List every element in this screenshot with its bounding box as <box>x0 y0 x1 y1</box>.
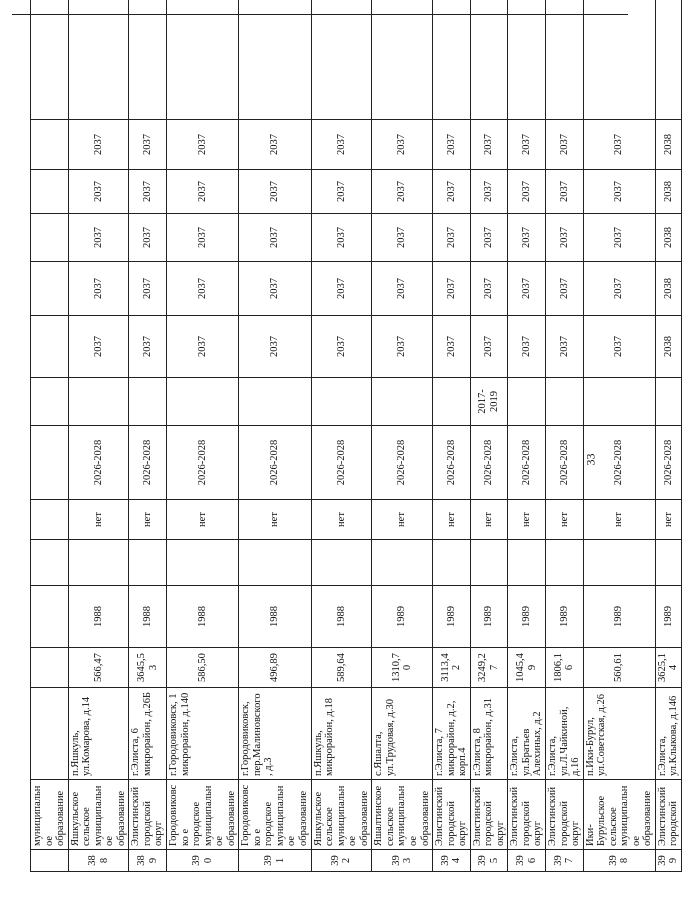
cell-year-3: 2038 <box>655 214 681 262</box>
cell-address: г.Элиста, 6 микрорайон, д.26Б <box>129 688 167 780</box>
cell-period: 2026-2028 <box>470 426 508 500</box>
cell-no: 394 <box>433 850 471 872</box>
cell-address: г.Элиста, ул.Л.Чайкиной, д.16 <box>545 688 583 780</box>
cell-e1 <box>470 540 508 586</box>
cell-area: 586,50 <box>167 648 239 688</box>
cell-year-4: 2038 <box>655 170 681 214</box>
cell-year-1: 2037 <box>372 316 433 378</box>
cell-e2: нет <box>433 500 471 540</box>
cell-year-5: 2037 <box>508 120 546 170</box>
cell-year-4: 2037 <box>583 170 655 214</box>
cell-municipality: Яшкульское сельское муниципальное образование <box>311 780 372 850</box>
cell-area: 1310,7 0 <box>372 648 433 688</box>
cell-municipality: Городовиковско е городское муниципальное образование <box>239 780 311 850</box>
cell-no: 392 <box>311 850 372 872</box>
cell-last <box>68 0 129 120</box>
cell-year-5: 2037 <box>433 120 471 170</box>
cell-year: 1989 <box>372 586 433 648</box>
cell-area: 3645,5 3 <box>129 648 167 688</box>
cell-year-5: 2037 <box>583 120 655 170</box>
cell-address: г.Городовиковск, 1 микрорайон, д.140 <box>167 688 239 780</box>
cell-no: 393 <box>372 850 433 872</box>
cell-period-2 <box>167 378 239 426</box>
cell-address: п.Яшкуль, ул.Комарова, д.14 <box>68 688 129 780</box>
cell-period-2 <box>372 378 433 426</box>
table-row <box>129 0 167 872</box>
table-row <box>239 0 311 872</box>
cell-y2 <box>31 262 69 316</box>
cell-no: 389 <box>129 850 167 872</box>
cell-no: 396 <box>508 850 546 872</box>
cell-last <box>433 0 471 120</box>
cell-year-1: 2037 <box>545 316 583 378</box>
cell-municipality: Элистинский городской округ <box>470 780 508 850</box>
cell-municipality: Элистинский городской округ <box>129 780 167 850</box>
cell-year-5: 2037 <box>68 120 129 170</box>
cell-y4 <box>31 170 69 214</box>
cell-y3 <box>31 214 69 262</box>
cell-year-2: 2037 <box>129 262 167 316</box>
cell-e2: нет <box>239 500 311 540</box>
cell-year-4: 2037 <box>239 170 311 214</box>
table-row <box>470 0 508 872</box>
cell-address: г.Элиста, ул.Братьев Алехиных, д.2 <box>508 688 546 780</box>
cell-year-4: 2037 <box>68 170 129 214</box>
cell-period-2 <box>239 378 311 426</box>
cell-last <box>372 0 433 120</box>
cell-period-2 <box>68 378 129 426</box>
cell-year-4: 2037 <box>311 170 372 214</box>
cell-year-2: 2037 <box>583 262 655 316</box>
table-row <box>433 0 471 872</box>
cell-area: 3625,1 4 <box>655 648 681 688</box>
cell-e1 <box>167 540 239 586</box>
cell-year-4: 2037 <box>545 170 583 214</box>
cell-year-3: 2037 <box>129 214 167 262</box>
cell-year-1: 2037 <box>470 316 508 378</box>
cell-year-2: 2037 <box>68 262 129 316</box>
cell-area: 560,61 <box>583 648 655 688</box>
cell-year-3: 2037 <box>545 214 583 262</box>
cell-year-1: 2037 <box>167 316 239 378</box>
cell-e1 <box>31 540 69 586</box>
cell-year-5: 2037 <box>470 120 508 170</box>
cell-period: 2026-2028 <box>508 426 546 500</box>
cell-year-4: 2037 <box>470 170 508 214</box>
cell-period-2 <box>311 378 372 426</box>
cell-year: 1988 <box>68 586 129 648</box>
table-body <box>31 0 682 872</box>
cell-period: 2026-2028 <box>372 426 433 500</box>
table-row <box>68 0 129 872</box>
cell-address: г.Элиста, ул.Клыкова, д.146 <box>655 688 681 780</box>
cell-e2: нет <box>68 500 129 540</box>
cell-year-1: 2037 <box>583 316 655 378</box>
cell-p2 <box>31 378 69 426</box>
cell-municipality: Элистинский городской <box>655 780 681 850</box>
cell-period-2 <box>508 378 546 426</box>
table-row <box>655 0 681 872</box>
cell-year-1: 2037 <box>311 316 372 378</box>
cell-no: 397 <box>545 850 583 872</box>
cell-year-3: 2037 <box>68 214 129 262</box>
cell-municipality: Городовиковско е городское муниципальное образование <box>167 780 239 850</box>
cell-e2: нет <box>311 500 372 540</box>
cell-no: 391 <box>239 850 311 872</box>
cell-mo-continuation: муниципальное образование <box>31 780 69 850</box>
cell-p1 <box>31 426 69 500</box>
cell-year-1: 2037 <box>433 316 471 378</box>
cell-year: 1989 <box>433 586 471 648</box>
cell-year-1: 2037 <box>68 316 129 378</box>
cell-period-2 <box>655 378 681 426</box>
cell-year-2: 2037 <box>239 262 311 316</box>
cell-year-2: 2037 <box>167 262 239 316</box>
cell-period: 2026-2028 <box>433 426 471 500</box>
table-row <box>311 0 372 872</box>
cell-year-1: 2037 <box>508 316 546 378</box>
cell-year: 1988 <box>239 586 311 648</box>
cell-period: 2026-2028 <box>239 426 311 500</box>
table-row-continuation <box>31 0 69 872</box>
cell-period: 2026-2028 <box>545 426 583 500</box>
cell-last <box>655 0 681 120</box>
cell-area: 1806,1 6 <box>545 648 583 688</box>
cell-period-2: 2017-2019 <box>470 378 508 426</box>
cell-year-4: 2037 <box>129 170 167 214</box>
cell-last <box>167 0 239 120</box>
cell-year-2: 2037 <box>508 262 546 316</box>
cell-year-1: 2037 <box>129 316 167 378</box>
cell-last <box>583 0 655 120</box>
cell-area <box>31 648 69 688</box>
table-row <box>372 0 433 872</box>
cell-year-3: 2037 <box>508 214 546 262</box>
cell-period-2 <box>545 378 583 426</box>
cell-e2: нет <box>470 500 508 540</box>
cell-area: 589,64 <box>311 648 372 688</box>
cell-year: 1989 <box>545 586 583 648</box>
cell-e1 <box>68 540 129 586</box>
cell-address: г.Городовиковск, пер.Малиновского, д.3 <box>239 688 311 780</box>
table-row <box>167 0 239 872</box>
cell-year-2: 2037 <box>470 262 508 316</box>
cell-no <box>31 850 69 872</box>
cell-period: 2026-2028 <box>167 426 239 500</box>
cell-last <box>545 0 583 120</box>
cell-year: 1989 <box>470 586 508 648</box>
cell-address: п.Яшкуль, микрорайон, д.18 <box>311 688 372 780</box>
cell-year: 1988 <box>129 586 167 648</box>
cell-year: 1989 <box>655 586 681 648</box>
cell-e2: нет <box>655 500 681 540</box>
cell-e1 <box>583 540 655 586</box>
cell-e1 <box>508 540 546 586</box>
cell-year: 1988 <box>167 586 239 648</box>
cell-municipality: Элистинский городской округ <box>545 780 583 850</box>
cell-area: 496,89 <box>239 648 311 688</box>
cell-period: 2026-2028 <box>311 426 372 500</box>
cell-year-2: 2037 <box>372 262 433 316</box>
cell-year-5: 2037 <box>167 120 239 170</box>
cell-year-2: 2037 <box>311 262 372 316</box>
cell-municipality: Элистинский городской округ <box>508 780 546 850</box>
cell-e2: нет <box>508 500 546 540</box>
cell-year: 1988 <box>311 586 372 648</box>
cell-year-3: 2037 <box>372 214 433 262</box>
cell-last <box>311 0 372 120</box>
cell-e2: нет <box>372 500 433 540</box>
cell-year <box>31 586 69 648</box>
cell-y5 <box>31 120 69 170</box>
cell-e2: нет <box>167 500 239 540</box>
cell-period: 2026-2028 <box>583 426 655 500</box>
cell-last <box>508 0 546 120</box>
cell-no: 390 <box>167 850 239 872</box>
cell-period-2 <box>129 378 167 426</box>
cell-area: 566,47 <box>68 648 129 688</box>
cell-municipality: Яшалтинское сельское муниципальное образование <box>372 780 433 850</box>
register-table <box>30 0 682 872</box>
table-row <box>508 0 546 872</box>
cell-last <box>31 0 69 120</box>
cell-year-3: 2037 <box>470 214 508 262</box>
cell-year-5: 2037 <box>372 120 433 170</box>
cell-address: г.Элиста, 7 микрорайон, д.2, корп.4 <box>433 688 471 780</box>
cell-year-3: 2037 <box>433 214 471 262</box>
cell-area: 1045,4 9 <box>508 648 546 688</box>
cell-year-1: 2037 <box>239 316 311 378</box>
cell-e2 <box>31 500 69 540</box>
cell-area: 3249,2 7 <box>470 648 508 688</box>
cell-y1 <box>31 316 69 378</box>
cell-area: 3113,4 2 <box>433 648 471 688</box>
cell-period: 2026-2028 <box>68 426 129 500</box>
cell-address <box>31 688 69 780</box>
cell-year-1: 2038 <box>655 316 681 378</box>
cell-e1 <box>545 540 583 586</box>
cell-last <box>239 0 311 120</box>
cell-year: 1989 <box>583 586 655 648</box>
cell-year-3: 2037 <box>239 214 311 262</box>
cell-municipality: Яшкульское сельское муниципальное образование <box>68 780 129 850</box>
cell-last <box>470 0 508 120</box>
cell-year-4: 2037 <box>433 170 471 214</box>
cell-e1 <box>239 540 311 586</box>
cell-municipality: Элистинский городской округ <box>433 780 471 850</box>
cell-period: 2026-2028 <box>129 426 167 500</box>
cell-year: 1989 <box>508 586 546 648</box>
cell-address: г.Элиста, 8 микрорайон, д.31 <box>470 688 508 780</box>
cell-e1 <box>655 540 681 586</box>
page-number: 33 <box>583 453 598 466</box>
cell-year-5: 2037 <box>239 120 311 170</box>
cell-no: 395 <box>470 850 508 872</box>
cell-e2: нет <box>545 500 583 540</box>
cell-year-2: 2038 <box>655 262 681 316</box>
cell-year-2: 2037 <box>545 262 583 316</box>
cell-year-4: 2037 <box>167 170 239 214</box>
cell-no: 399 <box>655 850 681 872</box>
cell-year-4: 2037 <box>508 170 546 214</box>
cell-year-5: 2038 <box>655 120 681 170</box>
cell-no: 398 <box>583 850 655 872</box>
cell-period-2 <box>583 378 655 426</box>
cell-period-2 <box>433 378 471 426</box>
table-row <box>583 0 655 872</box>
cell-e1 <box>433 540 471 586</box>
table-row <box>545 0 583 872</box>
cell-e1 <box>372 540 433 586</box>
cell-year-3: 2037 <box>311 214 372 262</box>
cell-period: 2026-2028 <box>655 426 681 500</box>
cell-e2: нет <box>583 500 655 540</box>
cell-year-5: 2037 <box>129 120 167 170</box>
cell-municipality: Ики-Бурульское сельское муниципальное образование <box>583 780 655 850</box>
cell-no: 388 <box>68 850 129 872</box>
cell-e2: нет <box>129 500 167 540</box>
cell-last <box>129 0 167 120</box>
cell-year-5: 2037 <box>545 120 583 170</box>
cell-address: с.Яшалта, ул.Трудовая, д.30 <box>372 688 433 780</box>
cell-year-3: 2037 <box>583 214 655 262</box>
cell-year-4: 2037 <box>372 170 433 214</box>
cell-e1 <box>311 540 372 586</box>
cell-address: п.Ики-Бурул, ул.Советская, д.26 <box>583 688 655 780</box>
cell-year-5: 2037 <box>311 120 372 170</box>
cell-e1 <box>129 540 167 586</box>
cell-year-2: 2037 <box>433 262 471 316</box>
cell-year-3: 2037 <box>167 214 239 262</box>
